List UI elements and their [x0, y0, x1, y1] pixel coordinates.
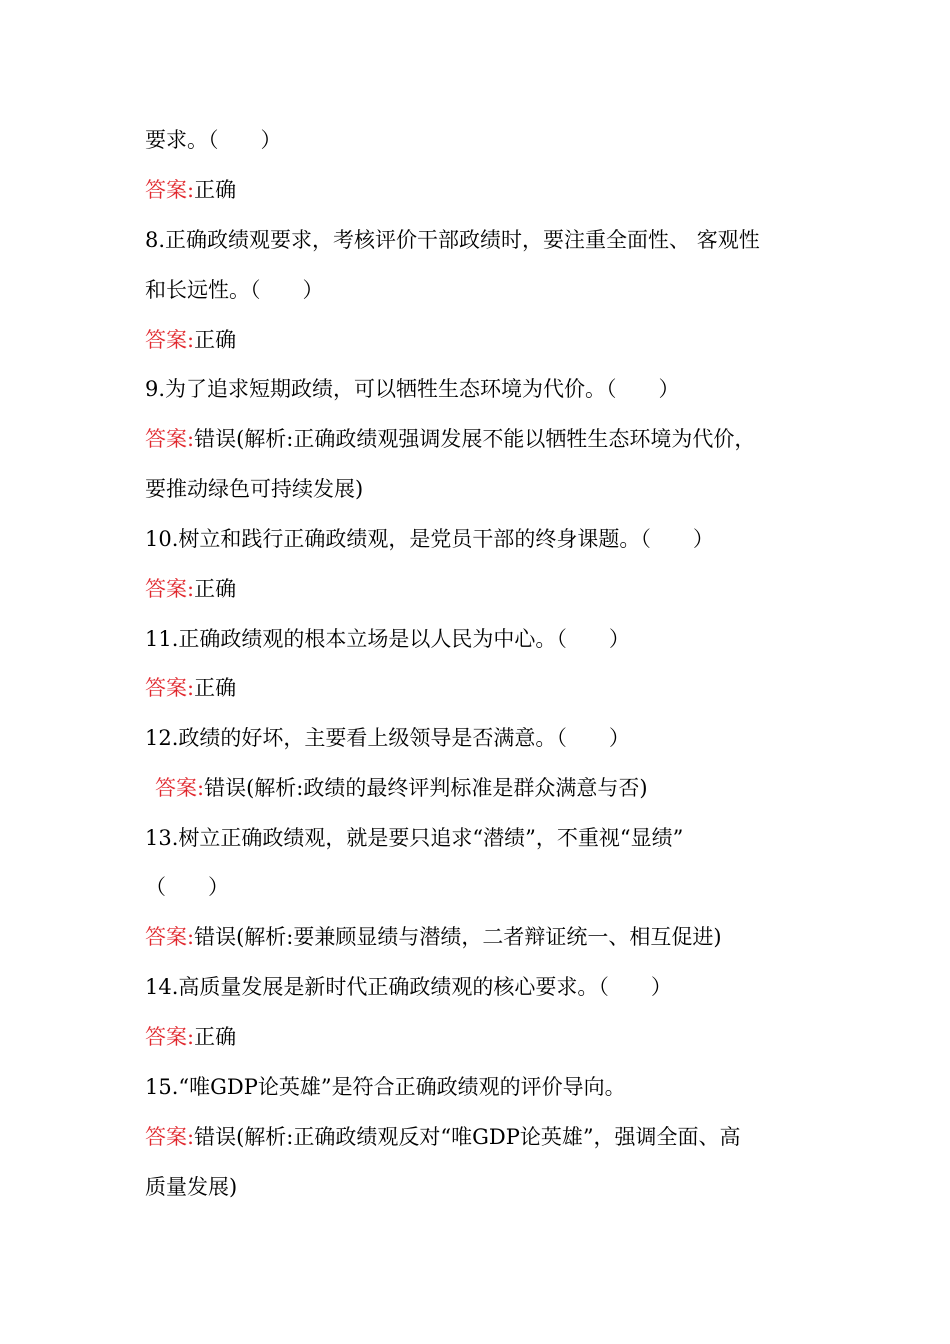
answer-label: 答案: — [145, 1025, 195, 1049]
answer-label: 答案: — [155, 776, 205, 800]
question-line: 10.树立和践行正确政绩观，是党员干部的终身课题。（ ） — [145, 527, 714, 551]
question-line: 12.政绩的好坏，主要看上级领导是否满意。（ ） — [145, 726, 630, 750]
answer-label: 答案: — [145, 178, 195, 202]
answer-line: 答案:正确 — [145, 328, 237, 352]
question-line: 要求。（ ） — [145, 128, 282, 152]
question-line: 8.正确政绩观要求，考核评价干部政绩时，要注重全面性、 客观性 — [145, 228, 760, 252]
question-line: 要推动绿色可持续发展) — [145, 477, 364, 501]
answer-label: 答案: — [145, 328, 195, 352]
answer-line: 答案:正确 — [145, 1025, 237, 1049]
answer-label: 答案: — [145, 427, 195, 451]
answer-line: 答案:错误(解析:正确政绩观强调发展不能以牺牲生态环境为代价， — [145, 427, 756, 451]
question-line: 和长远性。（ ） — [145, 278, 324, 302]
question-line: 13.树立正确政绩观，就是要只追求“潜绩”，不重视“显绩” — [145, 826, 684, 850]
answer-label: 答案: — [145, 925, 195, 949]
answer-label: 答案: — [145, 1125, 195, 1149]
question-line: 质量发展) — [145, 1175, 238, 1199]
question-line: 11.正确政绩观的根本立场是以人民为中心。（ ） — [145, 627, 630, 651]
answer-line: 答案:错误(解析:要兼顾显绩与潜绩，二者辩证统一、相互促进) — [145, 925, 722, 949]
answer-line: 答案:错误(解析:政绩的最终评判标准是群众满意与否) — [155, 776, 648, 800]
answer-label: 答案: — [145, 577, 195, 601]
question-line: 14.高质量发展是新时代正确政绩观的核心要求。（ ） — [145, 975, 672, 999]
question-line: （ ） — [145, 875, 229, 899]
question-line: 9.为了追求短期政绩，可以牺牲生态环境为代价。（ ） — [145, 377, 680, 401]
answer-line: 答案:错误(解析:正确政绩观反对“唯GDP论英雄”，强调全面、高 — [145, 1125, 741, 1149]
answer-line: 答案:正确 — [145, 577, 237, 601]
question-line: 15.“唯GDP论英雄”是符合正确政绩观的评价导向。 — [145, 1075, 626, 1099]
answer-label: 答案: — [145, 676, 195, 700]
answer-line: 答案:正确 — [145, 676, 237, 700]
answer-line: 答案:正确 — [145, 178, 237, 202]
